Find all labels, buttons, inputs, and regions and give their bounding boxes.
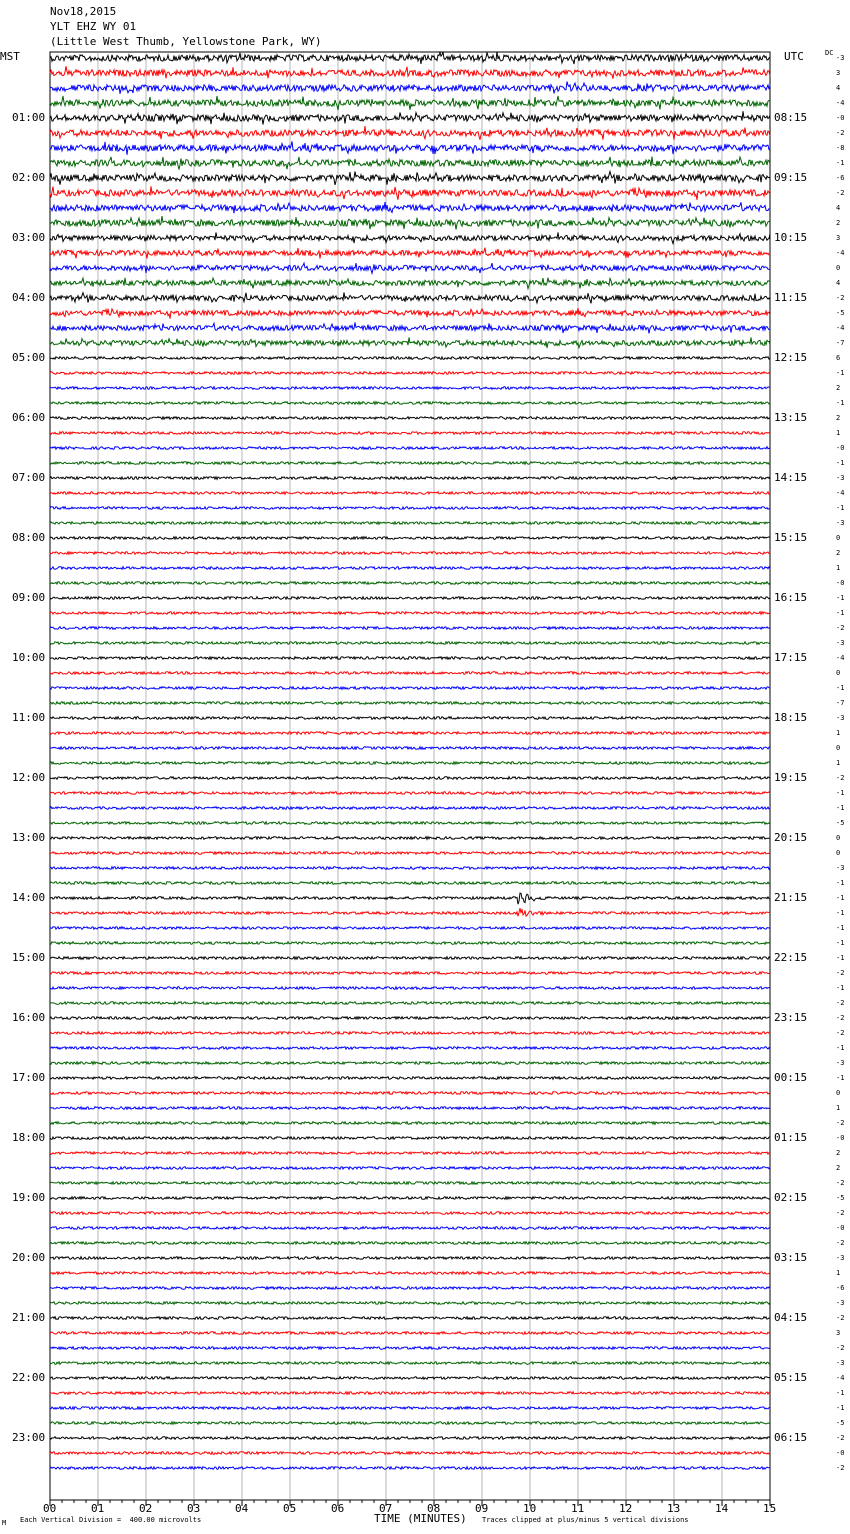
dc-offset-label: 2	[836, 1164, 841, 1172]
dc-offset-label: -2	[836, 1434, 845, 1442]
dc-offset-label: 1	[836, 564, 841, 572]
dc-offset-label: -3	[836, 1359, 845, 1367]
dc-offset-label: 0	[836, 1089, 841, 1097]
dc-offset-label: -2	[836, 969, 845, 977]
trace-line	[50, 822, 770, 825]
dc-offset-label: 0	[836, 264, 841, 272]
dc-offset-label: 2	[836, 549, 841, 557]
dc-offset-label: -1	[836, 594, 845, 602]
dc-offset-label: -2	[836, 1464, 845, 1472]
trace-line	[50, 1347, 770, 1350]
trace-line	[50, 357, 770, 360]
trace-line	[50, 852, 770, 855]
utc-axis-title: UTC	[784, 50, 804, 63]
left-hour-label: 03:00	[12, 231, 46, 244]
right-hour-label: 06:15	[774, 1431, 808, 1444]
trace-line	[50, 687, 770, 690]
trace-line	[50, 447, 770, 450]
trace-line	[50, 1257, 770, 1260]
dc-offset-label: -1	[836, 399, 845, 407]
trace-line	[50, 1002, 770, 1005]
right-hour-label: 09:15	[774, 171, 808, 184]
trace-line	[50, 612, 770, 615]
dc-offset-label: -0	[836, 444, 845, 452]
trace-line	[50, 492, 770, 495]
dc-offset-label: -2	[836, 1314, 845, 1322]
x-tick-label: 06	[331, 1502, 345, 1515]
trace-line	[50, 1017, 770, 1020]
trace-line	[50, 597, 770, 600]
right-hour-label: 19:15	[774, 771, 808, 784]
dc-offset-label: 3	[836, 69, 841, 77]
trace-line	[50, 1137, 770, 1140]
left-hour-label: 02:00	[12, 171, 46, 184]
trace-line	[50, 82, 770, 94]
dc-offset-label: -3	[836, 714, 845, 722]
trace-line	[50, 927, 770, 930]
dc-offset-label: -3	[836, 639, 845, 647]
left-hour-label: 14:00	[12, 891, 46, 904]
trace-line	[50, 216, 770, 230]
dc-offset-label: -3	[836, 519, 845, 527]
right-hour-label: 22:15	[774, 951, 808, 964]
right-hour-label: 13:15	[774, 411, 808, 424]
trace-line	[50, 372, 770, 375]
trace-line	[50, 1032, 770, 1035]
left-hour-label: 04:00	[12, 291, 46, 304]
trace-line	[50, 308, 770, 318]
trace-line	[50, 432, 770, 435]
right-hour-label: 23:15	[774, 1011, 808, 1024]
right-hour-label: 01:15	[774, 1131, 808, 1144]
trace-line	[50, 672, 770, 675]
trace-line	[50, 232, 770, 243]
trace-line	[50, 582, 770, 585]
dc-offset-label: -0	[836, 1449, 845, 1457]
dc-offset-label: -5	[836, 1194, 845, 1202]
left-hour-label: 07:00	[12, 471, 46, 484]
trace-line	[50, 387, 770, 390]
dc-offset-label: -1	[836, 909, 845, 917]
dc-offset-label: 1	[836, 759, 841, 767]
trace-line	[50, 1452, 770, 1455]
left-hour-label: 20:00	[12, 1251, 46, 1264]
dc-offset-label: -5	[836, 1419, 845, 1427]
trace-line	[50, 293, 770, 304]
left-hour-label: 17:00	[12, 1071, 46, 1084]
dc-offset-label: 4	[836, 279, 841, 287]
trace-line	[50, 1167, 770, 1170]
dc-offset-label: 1	[836, 1104, 841, 1112]
dc-offset-label: -5	[836, 819, 845, 827]
dc-offset-label: -2	[836, 189, 845, 197]
trace-line	[50, 1422, 770, 1425]
trace-line	[50, 278, 770, 289]
trace-line	[50, 1467, 770, 1470]
trace-line	[50, 987, 770, 990]
date-label: Nov18,2015	[50, 5, 117, 18]
dc-offset-label: -4	[836, 324, 845, 332]
trace-line	[50, 732, 770, 735]
right-hour-label: 08:15	[774, 111, 808, 124]
x-tick-label: 12	[619, 1502, 633, 1515]
dc-offset-label: -4	[836, 489, 845, 497]
trace-line	[50, 141, 770, 155]
dc-offset-label: -1	[836, 954, 845, 962]
trace-line	[50, 322, 770, 333]
dc-offset-label: -2	[836, 774, 845, 782]
right-hour-label: 02:15	[774, 1191, 808, 1204]
dc-offset-label: -2	[836, 129, 845, 137]
trace-line	[50, 522, 770, 525]
right-hour-label: 10:15	[774, 231, 808, 244]
right-hour-label: 16:15	[774, 591, 808, 604]
dc-offset-label: -1	[836, 879, 845, 887]
trace-line	[50, 337, 770, 348]
right-hour-label: 11:15	[774, 291, 808, 304]
trace-line	[50, 507, 770, 510]
station-label: YLT EHZ WY 01	[50, 20, 137, 33]
x-tick-label: 11	[571, 1502, 585, 1515]
trace-line	[50, 1212, 770, 1215]
dc-offset-label: -1	[836, 159, 845, 167]
left-hour-label: 05:00	[12, 351, 46, 364]
trace-line	[50, 882, 770, 885]
dc-offset-label: -2	[836, 1344, 845, 1352]
x-tick-label: 00	[43, 1502, 57, 1515]
trace-line	[50, 1287, 770, 1290]
dc-offset-label: -4	[836, 249, 845, 257]
left-hour-label: 08:00	[12, 531, 46, 544]
location-label: (Little West Thumb, Yellowstone Park, WY)	[50, 35, 322, 48]
x-tick-label: 13	[667, 1502, 681, 1515]
dc-offset-label: -0	[836, 579, 845, 587]
left-hour-label: 11:00	[12, 711, 46, 724]
right-hour-label: 03:15	[774, 1251, 808, 1264]
trace-line	[50, 1272, 770, 1275]
dc-offset-label: -6	[836, 174, 845, 182]
trace-line	[50, 1197, 770, 1200]
dc-offset-label: -2	[836, 1239, 845, 1247]
right-hour-label: 18:15	[774, 711, 808, 724]
dc-offset-label: -0	[836, 1224, 845, 1232]
right-hour-label: 04:15	[774, 1311, 808, 1324]
dc-offset-label: -2	[836, 624, 845, 632]
dc-offset-label: -1	[836, 804, 845, 812]
dc-offset-label: 1	[836, 429, 841, 437]
trace-line	[50, 642, 770, 645]
trace-line	[50, 792, 770, 795]
trace-line	[50, 52, 770, 64]
left-hour-label: 16:00	[12, 1011, 46, 1024]
right-hour-label: 14:15	[774, 471, 808, 484]
trace-line	[50, 66, 770, 79]
dc-offset-label: 0	[836, 534, 841, 542]
dc-offset-label: 0	[836, 834, 841, 842]
dc-offset-label: -4	[836, 654, 845, 662]
trace-line	[50, 202, 770, 213]
trace-line	[50, 747, 770, 750]
trace-line	[50, 702, 770, 705]
dc-offset-label: 6	[836, 354, 841, 362]
trace-line	[50, 1122, 770, 1125]
trace-line	[50, 126, 770, 140]
dc-offset-label: 0	[836, 849, 841, 857]
right-hour-label: 15:15	[774, 531, 808, 544]
trace-line	[50, 462, 770, 465]
trace-line	[50, 172, 770, 185]
dc-offset-label: -1	[836, 1404, 845, 1412]
right-hour-label: 05:15	[774, 1371, 808, 1384]
x-tick-label: 05	[283, 1502, 297, 1515]
left-hour-label: 01:00	[12, 111, 46, 124]
trace-line	[50, 537, 770, 540]
left-hour-label: 18:00	[12, 1131, 46, 1144]
dc-offset-label: -1	[836, 939, 845, 947]
dc-offset-label: -1	[836, 1044, 845, 1052]
trace-line	[50, 248, 770, 259]
trace-line	[50, 1377, 770, 1380]
dc-offset-label: 3	[836, 234, 841, 242]
dc-offset-label: 2	[836, 384, 841, 392]
dc-offset-label: 0	[836, 669, 841, 677]
dc-offset-label: 2	[836, 1149, 841, 1157]
dc-offset-label: -1	[836, 789, 845, 797]
left-hour-label: 22:00	[12, 1371, 46, 1384]
trace-line	[50, 417, 770, 420]
dc-offset-label: -3	[836, 864, 845, 872]
dc-offset-label: -2	[836, 294, 845, 302]
left-hour-label: 12:00	[12, 771, 46, 784]
trace-line	[50, 657, 770, 660]
trace-line	[50, 1332, 770, 1335]
dc-offset-label: -3	[836, 1299, 845, 1307]
trace-line	[50, 893, 770, 904]
dc-offset-label: -2	[836, 1119, 845, 1127]
dc-offset-label: -1	[836, 1389, 845, 1397]
trace-line	[50, 1107, 770, 1110]
x-tick-label: 08	[427, 1502, 441, 1515]
dc-offset-label: -3	[836, 474, 845, 482]
dc-offset-title: DC	[825, 49, 834, 57]
trace-line	[50, 552, 770, 555]
dc-offset-label: 2	[836, 414, 841, 422]
x-tick-label: 03	[187, 1502, 201, 1515]
trace-line	[50, 1392, 770, 1395]
left-hour-label: 21:00	[12, 1311, 46, 1324]
trace-line	[50, 96, 770, 110]
trace-line	[50, 186, 770, 200]
dc-offset-label: -1	[836, 459, 845, 467]
mst-axis-title: MST	[0, 50, 20, 63]
dc-offset-label: -4	[836, 99, 845, 107]
trace-line	[50, 957, 770, 960]
clip-note: Traces clipped at plus/minus 5 vertical divisions	[482, 1516, 689, 1524]
left-hour-label: 09:00	[12, 591, 46, 604]
trace-line	[50, 837, 770, 840]
trace-line	[50, 567, 770, 570]
trace-line	[50, 1317, 770, 1320]
dc-offset-label: -3	[836, 1254, 845, 1262]
dc-offset-label: 1	[836, 729, 841, 737]
trace-line	[50, 1152, 770, 1155]
x-tick-label: 14	[715, 1502, 729, 1515]
dc-offset-label: -7	[836, 339, 845, 347]
trace-line	[50, 867, 770, 870]
trace-line	[50, 402, 770, 405]
x-tick-label: 07	[379, 1502, 393, 1515]
trace-line	[50, 627, 770, 630]
trace-line	[50, 1182, 770, 1185]
dc-offset-label: 4	[836, 204, 841, 212]
trace-line	[50, 942, 770, 945]
trace-line	[50, 157, 770, 170]
dc-offset-label: -5	[836, 309, 845, 317]
left-hour-label: 06:00	[12, 411, 46, 424]
trace-line	[50, 263, 770, 273]
dc-offset-label: -3	[836, 54, 845, 62]
trace-line	[50, 972, 770, 975]
left-hour-label: 10:00	[12, 651, 46, 664]
x-tick-label: 15	[763, 1502, 777, 1515]
dc-offset-label: -8	[836, 144, 845, 152]
dc-offset-label: -6	[836, 1284, 845, 1292]
dc-offset-label: -1	[836, 1074, 845, 1082]
dc-offset-label: -0	[836, 1134, 845, 1142]
left-hour-label: 19:00	[12, 1191, 46, 1204]
trace-line	[50, 1302, 770, 1305]
dc-offset-label: -2	[836, 999, 845, 1007]
trace-line	[50, 477, 770, 480]
right-hour-label: 17:15	[774, 651, 808, 664]
x-tick-label: 10	[523, 1502, 537, 1515]
dc-offset-label: -4	[836, 1374, 845, 1382]
right-hour-label: 21:15	[774, 891, 808, 904]
left-hour-label: 15:00	[12, 951, 46, 964]
trace-line	[50, 762, 770, 765]
dc-offset-label: -1	[836, 684, 845, 692]
dc-offset-label: -7	[836, 699, 845, 707]
dc-offset-label: 3	[836, 1329, 841, 1337]
right-hour-label: 00:15	[774, 1071, 808, 1084]
trace-line	[50, 717, 770, 720]
trace-line	[50, 111, 770, 124]
left-hour-label: 23:00	[12, 1431, 46, 1444]
dc-offset-label: -0	[836, 114, 845, 122]
trace-line	[50, 1407, 770, 1410]
dc-offset-label: 4	[836, 84, 841, 92]
dc-offset-label: 0	[836, 744, 841, 752]
dc-offset-label: -2	[836, 1029, 845, 1037]
dc-offset-label: -2	[836, 1014, 845, 1022]
dc-offset-label: 2	[836, 219, 841, 227]
trace-line	[50, 1242, 770, 1245]
dc-offset-label: -1	[836, 504, 845, 512]
x-tick-label: 02	[139, 1502, 153, 1515]
trace-line	[50, 1047, 770, 1050]
x-tick-label: 01	[91, 1502, 105, 1515]
dc-offset-label: -1	[836, 984, 845, 992]
x-axis-title: TIME (MINUTES)	[374, 1512, 467, 1525]
dc-offset-label: -1	[836, 894, 845, 902]
x-tick-label: 09	[475, 1502, 489, 1515]
trace-line	[50, 777, 770, 780]
dc-offset-label: 1	[836, 1269, 841, 1277]
trace-line	[50, 807, 770, 810]
right-hour-label: 20:15	[774, 831, 808, 844]
x-tick-label: 04	[235, 1502, 249, 1515]
trace-line	[50, 1092, 770, 1095]
dc-offset-label: -2	[836, 1209, 845, 1217]
dc-offset-label: -3	[836, 1059, 845, 1067]
dc-offset-label: -1	[836, 609, 845, 617]
left-hour-label: 13:00	[12, 831, 46, 844]
scale-note: Each Vertical Division = 400.00 microvolts	[20, 1516, 202, 1524]
trace-line	[50, 1077, 770, 1080]
dc-offset-label: -1	[836, 924, 845, 932]
dc-offset-label: -1	[836, 369, 845, 377]
trace-line	[50, 1362, 770, 1365]
trace-line	[50, 908, 770, 916]
trace-line	[50, 1227, 770, 1230]
dc-offset-label: -2	[836, 1179, 845, 1187]
right-hour-label: 12:15	[774, 351, 808, 364]
trace-line	[50, 1437, 770, 1440]
corner-mark: M	[2, 1519, 7, 1527]
trace-line	[50, 1062, 770, 1065]
